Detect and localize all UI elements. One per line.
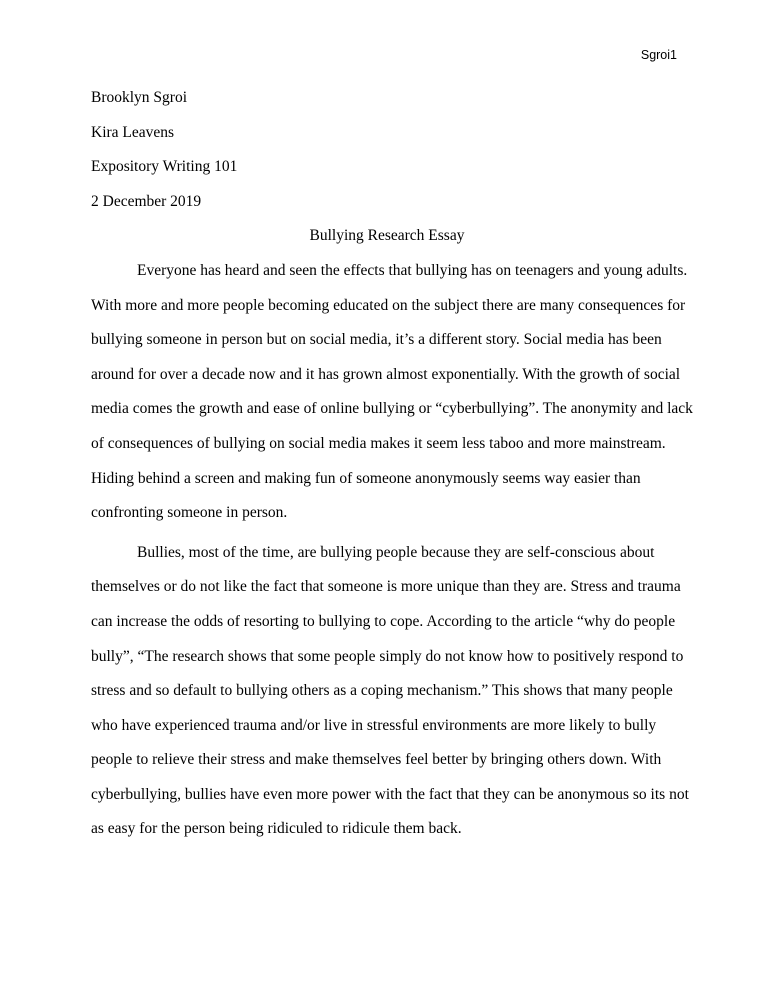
paragraph-line: as easy for the person being ridiculed to ridicule them back. <box>91 820 462 838</box>
essay-title: Bullying Research Essay <box>309 227 465 245</box>
paragraph-line: of consequences of bullying on social media makes it seem less taboo and more mainstream. <box>91 434 666 452</box>
paragraph-line: people to relieve their stress and make themselves feel better by bringing others down. With <box>91 751 662 769</box>
running-header-page-label: Sgroi1 <box>640 48 677 62</box>
paragraph-2 <box>91 536 689 847</box>
essay-date: 2 December 2019 <box>91 192 202 210</box>
paragraph-line: Everyone has heard and seen the effects that bullying has on teenagers and young adults. <box>137 261 688 279</box>
instructor-name: Kira Leavens <box>91 123 175 141</box>
paragraph-line: bully”, “The research shows that some people simply do not know how to positively respond to <box>91 647 684 665</box>
course-name: Expository Writing 101 <box>91 158 238 176</box>
paragraph-line: cyberbullying, bullies have even more power with the fact that they can be anonymous so its not <box>91 785 689 803</box>
paragraph-line: With more and more people becoming educated on the subject there are many consequences for <box>91 296 686 314</box>
paragraph-line: media comes the growth and ease of online bullying or “cyberbullying”. The anonymity and lack <box>91 400 693 418</box>
paragraph-line: themselves or do not like the fact that someone is more unique than they are. Stress and trauma <box>91 578 681 596</box>
paragraph-line: can increase the odds of resorting to bullying to cope. According to the article “why do people <box>91 612 676 630</box>
paragraph-line: bullying someone in person but on social media, it’s a different story. Social media has been <box>91 331 662 349</box>
paragraph-line: Hiding behind a screen and making fun of someone anonymously seems way easier than <box>91 469 641 487</box>
paragraph-1 <box>91 254 693 531</box>
paragraph-line: around for over a decade now and it has grown almost exponentially. With the growth of social <box>91 365 681 383</box>
paragraph-line: stress and so default to bullying others as a coping mechanism.” This shows that many people <box>91 682 673 700</box>
paragraph-line: confronting someone in person. <box>91 504 288 522</box>
essay-body <box>91 81 693 847</box>
paragraph-line: who have experienced trauma and/or live in stressful environments are more likely to bully <box>91 716 657 734</box>
author-name: Brooklyn Sgroi <box>91 89 188 106</box>
paragraph-line: Bullies, most of the time, are bullying people because they are self-conscious about <box>137 543 655 561</box>
